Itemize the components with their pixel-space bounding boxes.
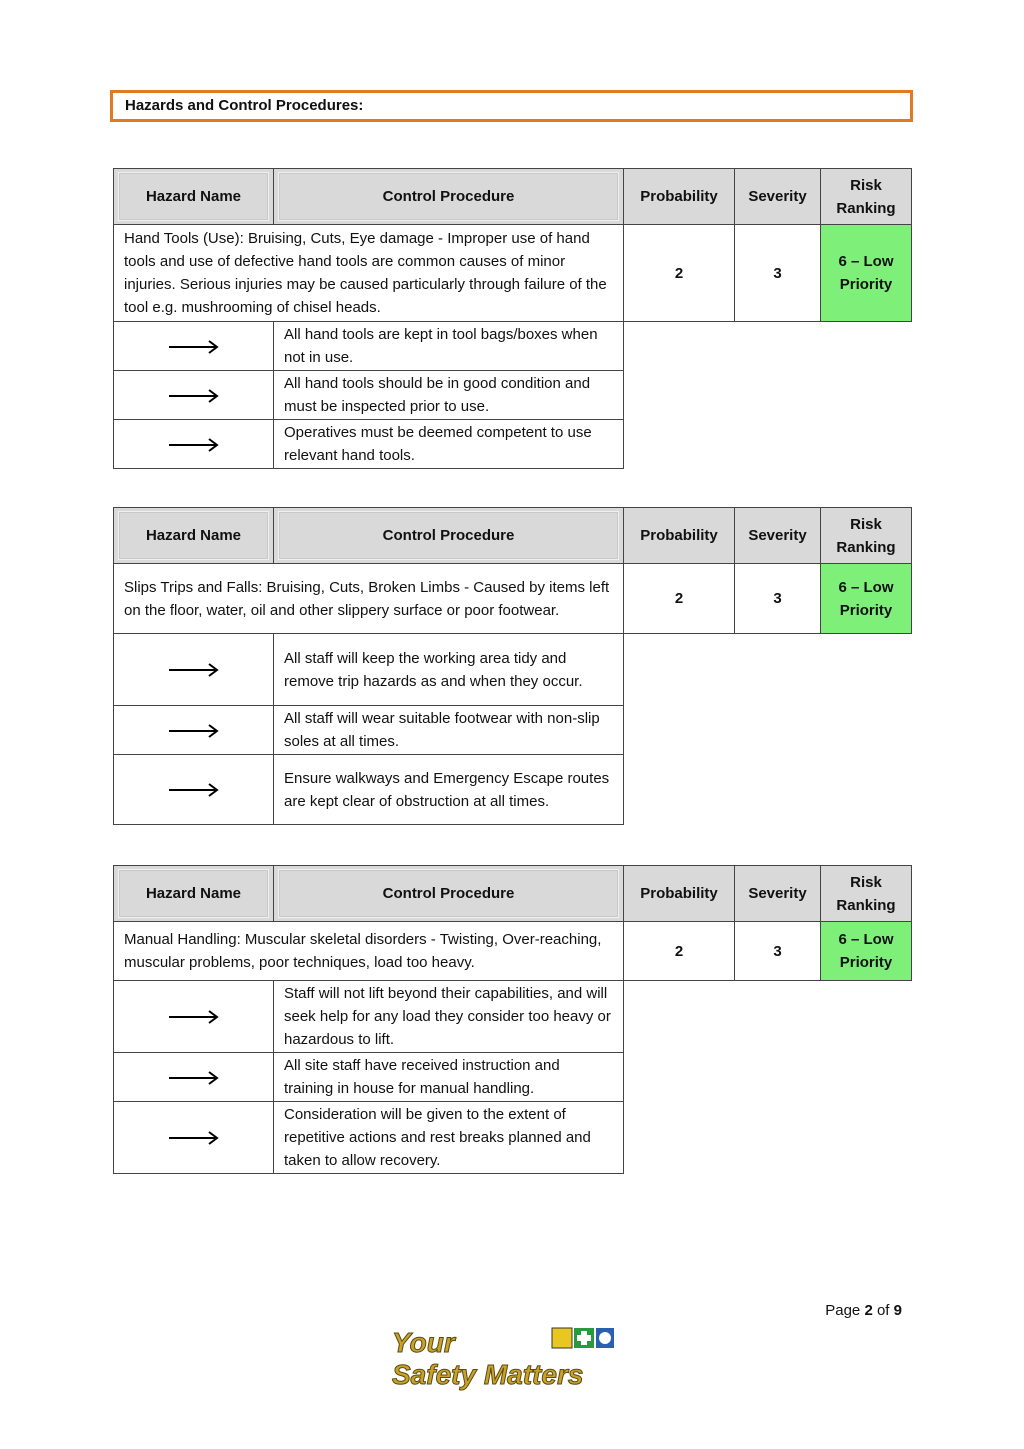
procedure-row — [114, 371, 912, 420]
procedure-row — [114, 706, 912, 755]
procedure-text: All hand tools should be in good condition and must be inspected prior to use. — [274, 371, 624, 420]
arrow-right-icon — [169, 1010, 219, 1024]
procedure-text: All staff will keep the working area tidy and remove trip hazards as and when they occur. — [274, 634, 624, 706]
arrow-right-icon — [169, 724, 219, 738]
procedure-text: All hand tools are kept in tool bags/boxes when not in use. — [274, 322, 624, 371]
arrow-cell — [114, 706, 274, 755]
hazard-description: Slips Trips and Falls: Bruising, Cuts, Broken Limbs - Caused by items left on the floor, water, oil and other slippery surface or poor footwear. — [114, 564, 624, 634]
your-safety-matters-logo — [388, 1322, 638, 1392]
procedure-row — [114, 1053, 912, 1102]
procedure-row — [114, 322, 912, 371]
arrow-cell — [114, 755, 274, 825]
procedure-text: Consideration will be given to the extent of repetitive actions and rest breaks planned and taken to allow recovery. — [274, 1102, 624, 1174]
procedure-text: Operatives must be deemed competent to use relevant hand tools. — [274, 420, 624, 469]
procedure-text: Staff will not lift beyond their capabilities, and will seek help for any load they consider too heavy or hazardous to lift. — [274, 981, 624, 1053]
header-hazard-name: Hazard Name — [114, 169, 274, 225]
header-control-procedure: Control Procedure — [274, 866, 624, 922]
hazard-description: Hand Tools (Use): Bruising, Cuts, Eye damage - Improper use of hand tools and use of defective hand tools are common causes of minor injuries. Serious injuries may be caused particularly through failure of the tool e.g. mushrooming of chisel heads. — [114, 225, 624, 322]
arrow-cell — [114, 1102, 274, 1174]
arrow-right-icon — [169, 783, 219, 797]
risk-ranking-badge: 6 – Low Priority — [821, 564, 912, 634]
header-hazard-name: Hazard Name — [114, 866, 274, 922]
section-title: Hazards and Control Procedures: — [110, 90, 913, 122]
arrow-right-icon — [169, 340, 219, 354]
header-risk-ranking: Risk Ranking — [821, 508, 912, 564]
probability-value: 2 — [624, 564, 735, 634]
arrow-cell — [114, 371, 274, 420]
procedure-text: All staff will wear suitable footwear with non-slip soles at all times. — [274, 706, 624, 755]
logo-line-1: Your — [392, 1327, 455, 1358]
hazard-row — [114, 922, 912, 981]
header-severity: Severity — [735, 866, 821, 922]
arrow-right-icon — [169, 438, 219, 452]
arrow-right-icon — [169, 663, 219, 677]
page-number: Page 2 of 9 — [825, 1302, 902, 1319]
hazard-description: Manual Handling: Muscular skeletal disorders - Twisting, Over-reaching, muscular problems, poor techniques, load too heavy. — [114, 922, 624, 981]
arrow-cell — [114, 634, 274, 706]
header-risk-ranking: Risk Ranking — [821, 866, 912, 922]
procedure-text: Ensure walkways and Emergency Escape routes are kept clear of obstruction at all times. — [274, 755, 624, 825]
header-control-procedure: Control Procedure — [274, 508, 624, 564]
severity-value: 3 — [735, 564, 821, 634]
severity-value: 3 — [735, 225, 821, 322]
header-probability: Probability — [624, 169, 735, 225]
hazard-table — [113, 507, 912, 825]
header-hazard-name: Hazard Name — [114, 508, 274, 564]
header-row — [114, 866, 912, 922]
arrow-cell — [114, 322, 274, 371]
procedure-row — [114, 634, 912, 706]
arrow-cell — [114, 420, 274, 469]
header-severity: Severity — [735, 508, 821, 564]
header-control-procedure: Control Procedure — [274, 169, 624, 225]
header-risk-ranking: Risk Ranking — [821, 169, 912, 225]
hazard-row — [114, 225, 912, 322]
arrow-right-icon — [169, 1071, 219, 1085]
procedure-row — [114, 981, 912, 1053]
header-probability: Probability — [624, 508, 735, 564]
procedure-row — [114, 420, 912, 469]
procedure-row — [114, 1102, 912, 1174]
header-probability: Probability — [624, 866, 735, 922]
risk-ranking-badge: 6 – Low Priority — [821, 225, 912, 322]
procedure-text: All site staff have received instruction and training in house for manual handling. — [274, 1053, 624, 1102]
hazard-table — [113, 865, 912, 1174]
procedure-row — [114, 755, 912, 825]
hazard-table — [113, 168, 912, 469]
risk-ranking-badge: 6 – Low Priority — [821, 922, 912, 981]
arrow-cell — [114, 981, 274, 1053]
arrow-cell — [114, 1053, 274, 1102]
safety-signs-icon — [552, 1328, 614, 1348]
logo-line-2: Safety Matters — [392, 1359, 584, 1390]
header-row — [114, 508, 912, 564]
header-severity: Severity — [735, 169, 821, 225]
severity-value: 3 — [735, 922, 821, 981]
probability-value: 2 — [624, 922, 735, 981]
arrow-right-icon — [169, 1131, 219, 1145]
arrow-right-icon — [169, 389, 219, 403]
header-row — [114, 169, 912, 225]
hazard-row — [114, 564, 912, 634]
probability-value: 2 — [624, 225, 735, 322]
